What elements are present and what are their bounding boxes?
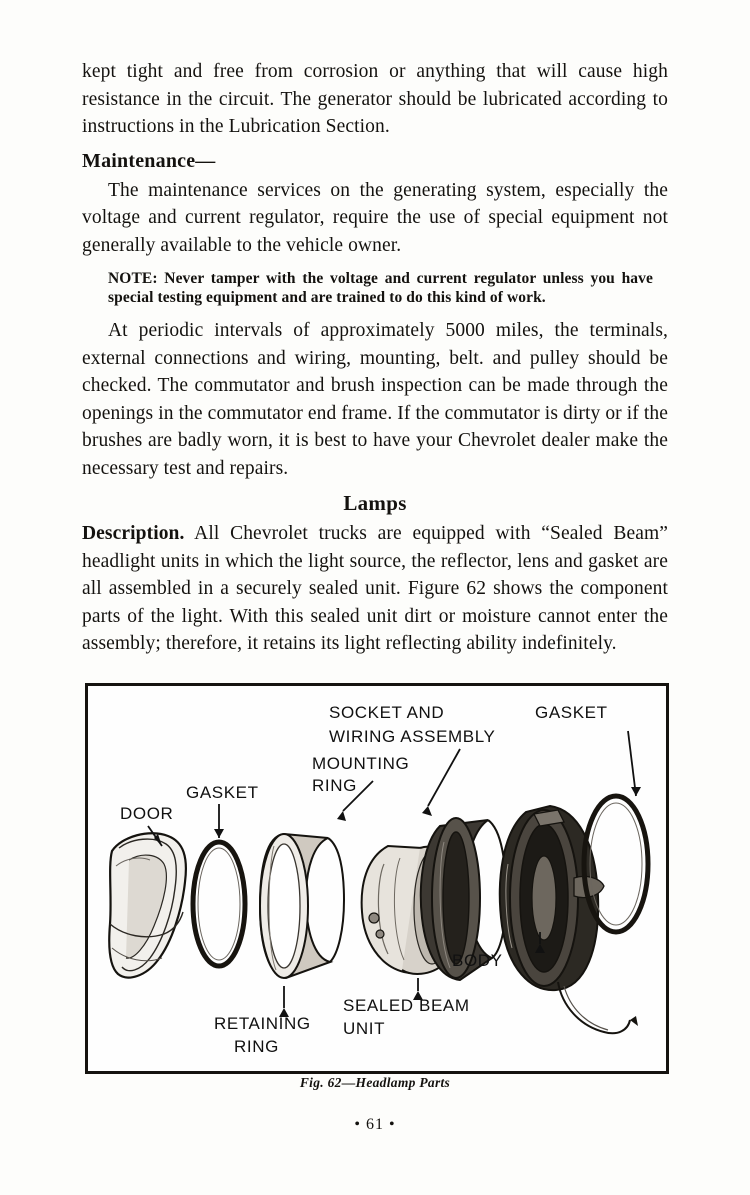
- body-part: [500, 806, 638, 1033]
- label-retaining-2: RING: [234, 1037, 279, 1056]
- note-label: NOTE:: [108, 270, 158, 287]
- figure-caption: Fig. 62—Headlamp Parts: [299, 1075, 451, 1090]
- retaining-ring-part: [260, 834, 344, 978]
- page-number: • 61 •: [354, 1116, 396, 1133]
- label-sealed-beam-2: UNIT: [343, 1019, 386, 1038]
- door-part: [109, 833, 186, 977]
- label-gasket-right: GASKET: [535, 703, 608, 722]
- paragraph-intro: kept tight and free from corrosion or anything that will cause high resistance in the circuit. The generator should be lubricated according to instructions in the Lubrication Section.: [82, 61, 668, 137]
- label-door: DOOR: [120, 804, 174, 823]
- paragraph-description: [82, 520, 668, 658]
- note-block: [108, 269, 653, 307]
- label-retaining-1: RETAINING: [214, 1014, 311, 1033]
- heading-maintenance: Maintenance—: [82, 149, 216, 172]
- paragraph-maintenance: The maintenance services on the generating system, especially the voltage and current regulator, require the use of special equipment not generally available to the vehicle owner.: [82, 179, 668, 256]
- label-mounting-ring-2: RING: [312, 776, 357, 795]
- label-socket-2: WIRING ASSEMBLY: [329, 727, 496, 746]
- gasket-left-part: [193, 842, 245, 966]
- description-label: Description.: [82, 523, 185, 544]
- label-mounting-ring-1: MOUNTING: [312, 754, 410, 773]
- label-sealed-beam-1: SEALED BEAM: [343, 996, 470, 1015]
- paragraph-periodic-intervals: At periodic intervals of approximately 5000 miles, the terminals, external connections and wiring, mounting, belt. and pulley should be checked. The commutator and brush inspection can be made through the openings in the commutator end frame. If the commutator is dirty or if the brushes are badly worn, it is best to have your Chevrolet dealer make the necessary test and repairs.: [82, 320, 668, 479]
- label-body: BODY: [452, 951, 503, 970]
- page-body-text: [82, 58, 668, 658]
- label-gasket-left: GASKET: [186, 783, 259, 802]
- heading-lamps: Lamps: [343, 491, 407, 515]
- label-socket-1: SOCKET AND: [329, 703, 445, 722]
- figure-62-headlamp-parts: [85, 683, 669, 1074]
- note-text: Never tamper with the voltage and current regulator unless you have special testing equipment and are trained to do this kind of work.: [108, 270, 653, 306]
- headlamp-exploded-diagram: [88, 686, 660, 1065]
- description-text: All Chevrolet trucks are equipped with “Sealed Beam” headlight units in which the light source, the reflector, lens and gasket are all assembled in a securely sealed unit. Figure 62 shows the component parts of the light. With this sealed unit dirt or moisture cannot enter the assembly; therefore, it retains its light reflecting ability indefinitely.: [82, 523, 668, 654]
